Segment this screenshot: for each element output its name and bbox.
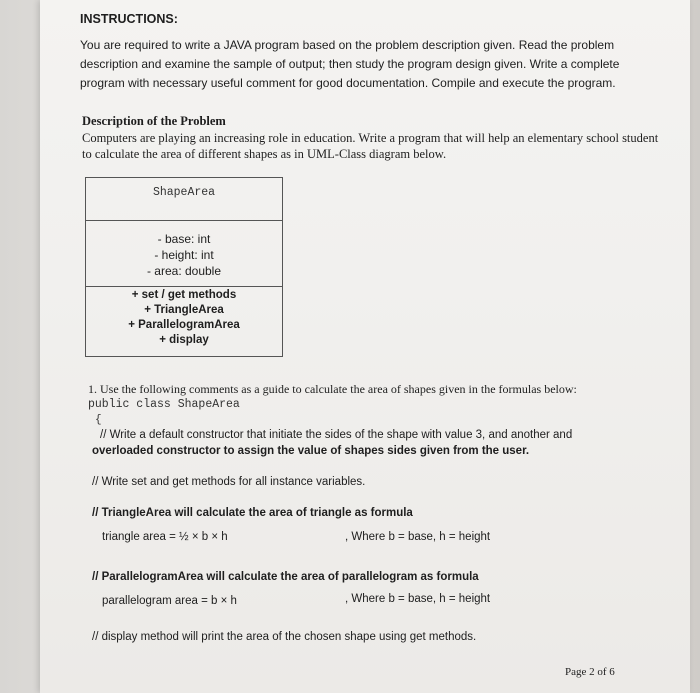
comment-parallelogram: // ParallelogramArea will calculate the area of parallelogram as formula: [92, 571, 479, 583]
uml-class-name: ShapeArea: [152, 186, 216, 199]
code-open-brace: {: [95, 414, 102, 426]
uml-class-name-box: [86, 178, 282, 221]
uml-attributes-box: [86, 220, 282, 287]
comment-triangle: // TriangleArea will calculate the area of triangle as formula: [92, 507, 413, 519]
description-body: Computers are playing an increasing role in education. Write a program that will help an elementary school student to calculate the area of different shapes as in UML-Class diagram below.: [82, 131, 659, 161]
uml-class-diagram: [85, 177, 283, 357]
uml-attribute-height: - height: int: [154, 248, 214, 262]
uml-method-parallelogram: + ParallelogramArea: [128, 319, 240, 331]
parallelogram-where: , Where b = base, h = height: [345, 593, 491, 605]
code-class-declaration: public class ShapeArea: [88, 398, 240, 411]
comment-setget: // Write set and get methods for all instance variables.: [92, 476, 366, 488]
document-page: [40, 0, 690, 693]
comment-constructor-line2: overloaded constructor to assign the value of shapes sides given from the user.: [92, 445, 530, 457]
comment-constructor-line1: // Write a default constructor that initiate the sides of the shape with value 3, and another and: [100, 429, 573, 441]
uml-attribute-base: - base: int: [157, 232, 211, 246]
description-title: Description of the Problem: [82, 114, 226, 128]
uml-methods-box: [86, 286, 282, 356]
uml-method-setget: + set / get methods: [131, 289, 237, 301]
task-item-1: 1. Use the following comments as a guide to calculate the area of shapes given in the formulas below:: [88, 382, 577, 396]
instructions-text: You are required to write a JAVA program based on the problem description given. Read the problem description and examine the sample of output; then study the program design given. Write a complete program with necessary useful comment for good documentation. Compile and execute the program.: [80, 38, 620, 90]
uml-attribute-area: - area: double: [146, 264, 222, 278]
comment-display: // display method will print the area of the chosen shape using get methods.: [92, 631, 477, 643]
page-number: Page 2 of 6: [565, 666, 615, 678]
triangle-where: , Where b = base, h = height: [345, 531, 491, 543]
uml-method-display: + display: [159, 334, 209, 346]
uml-method-triangle: + TriangleArea: [144, 304, 224, 316]
parallelogram-formula: parallelogram area = b × h: [102, 595, 237, 607]
instructions-heading: INSTRUCTIONS:: [80, 12, 178, 26]
triangle-formula: triangle area = ½ × b × h: [102, 531, 228, 543]
